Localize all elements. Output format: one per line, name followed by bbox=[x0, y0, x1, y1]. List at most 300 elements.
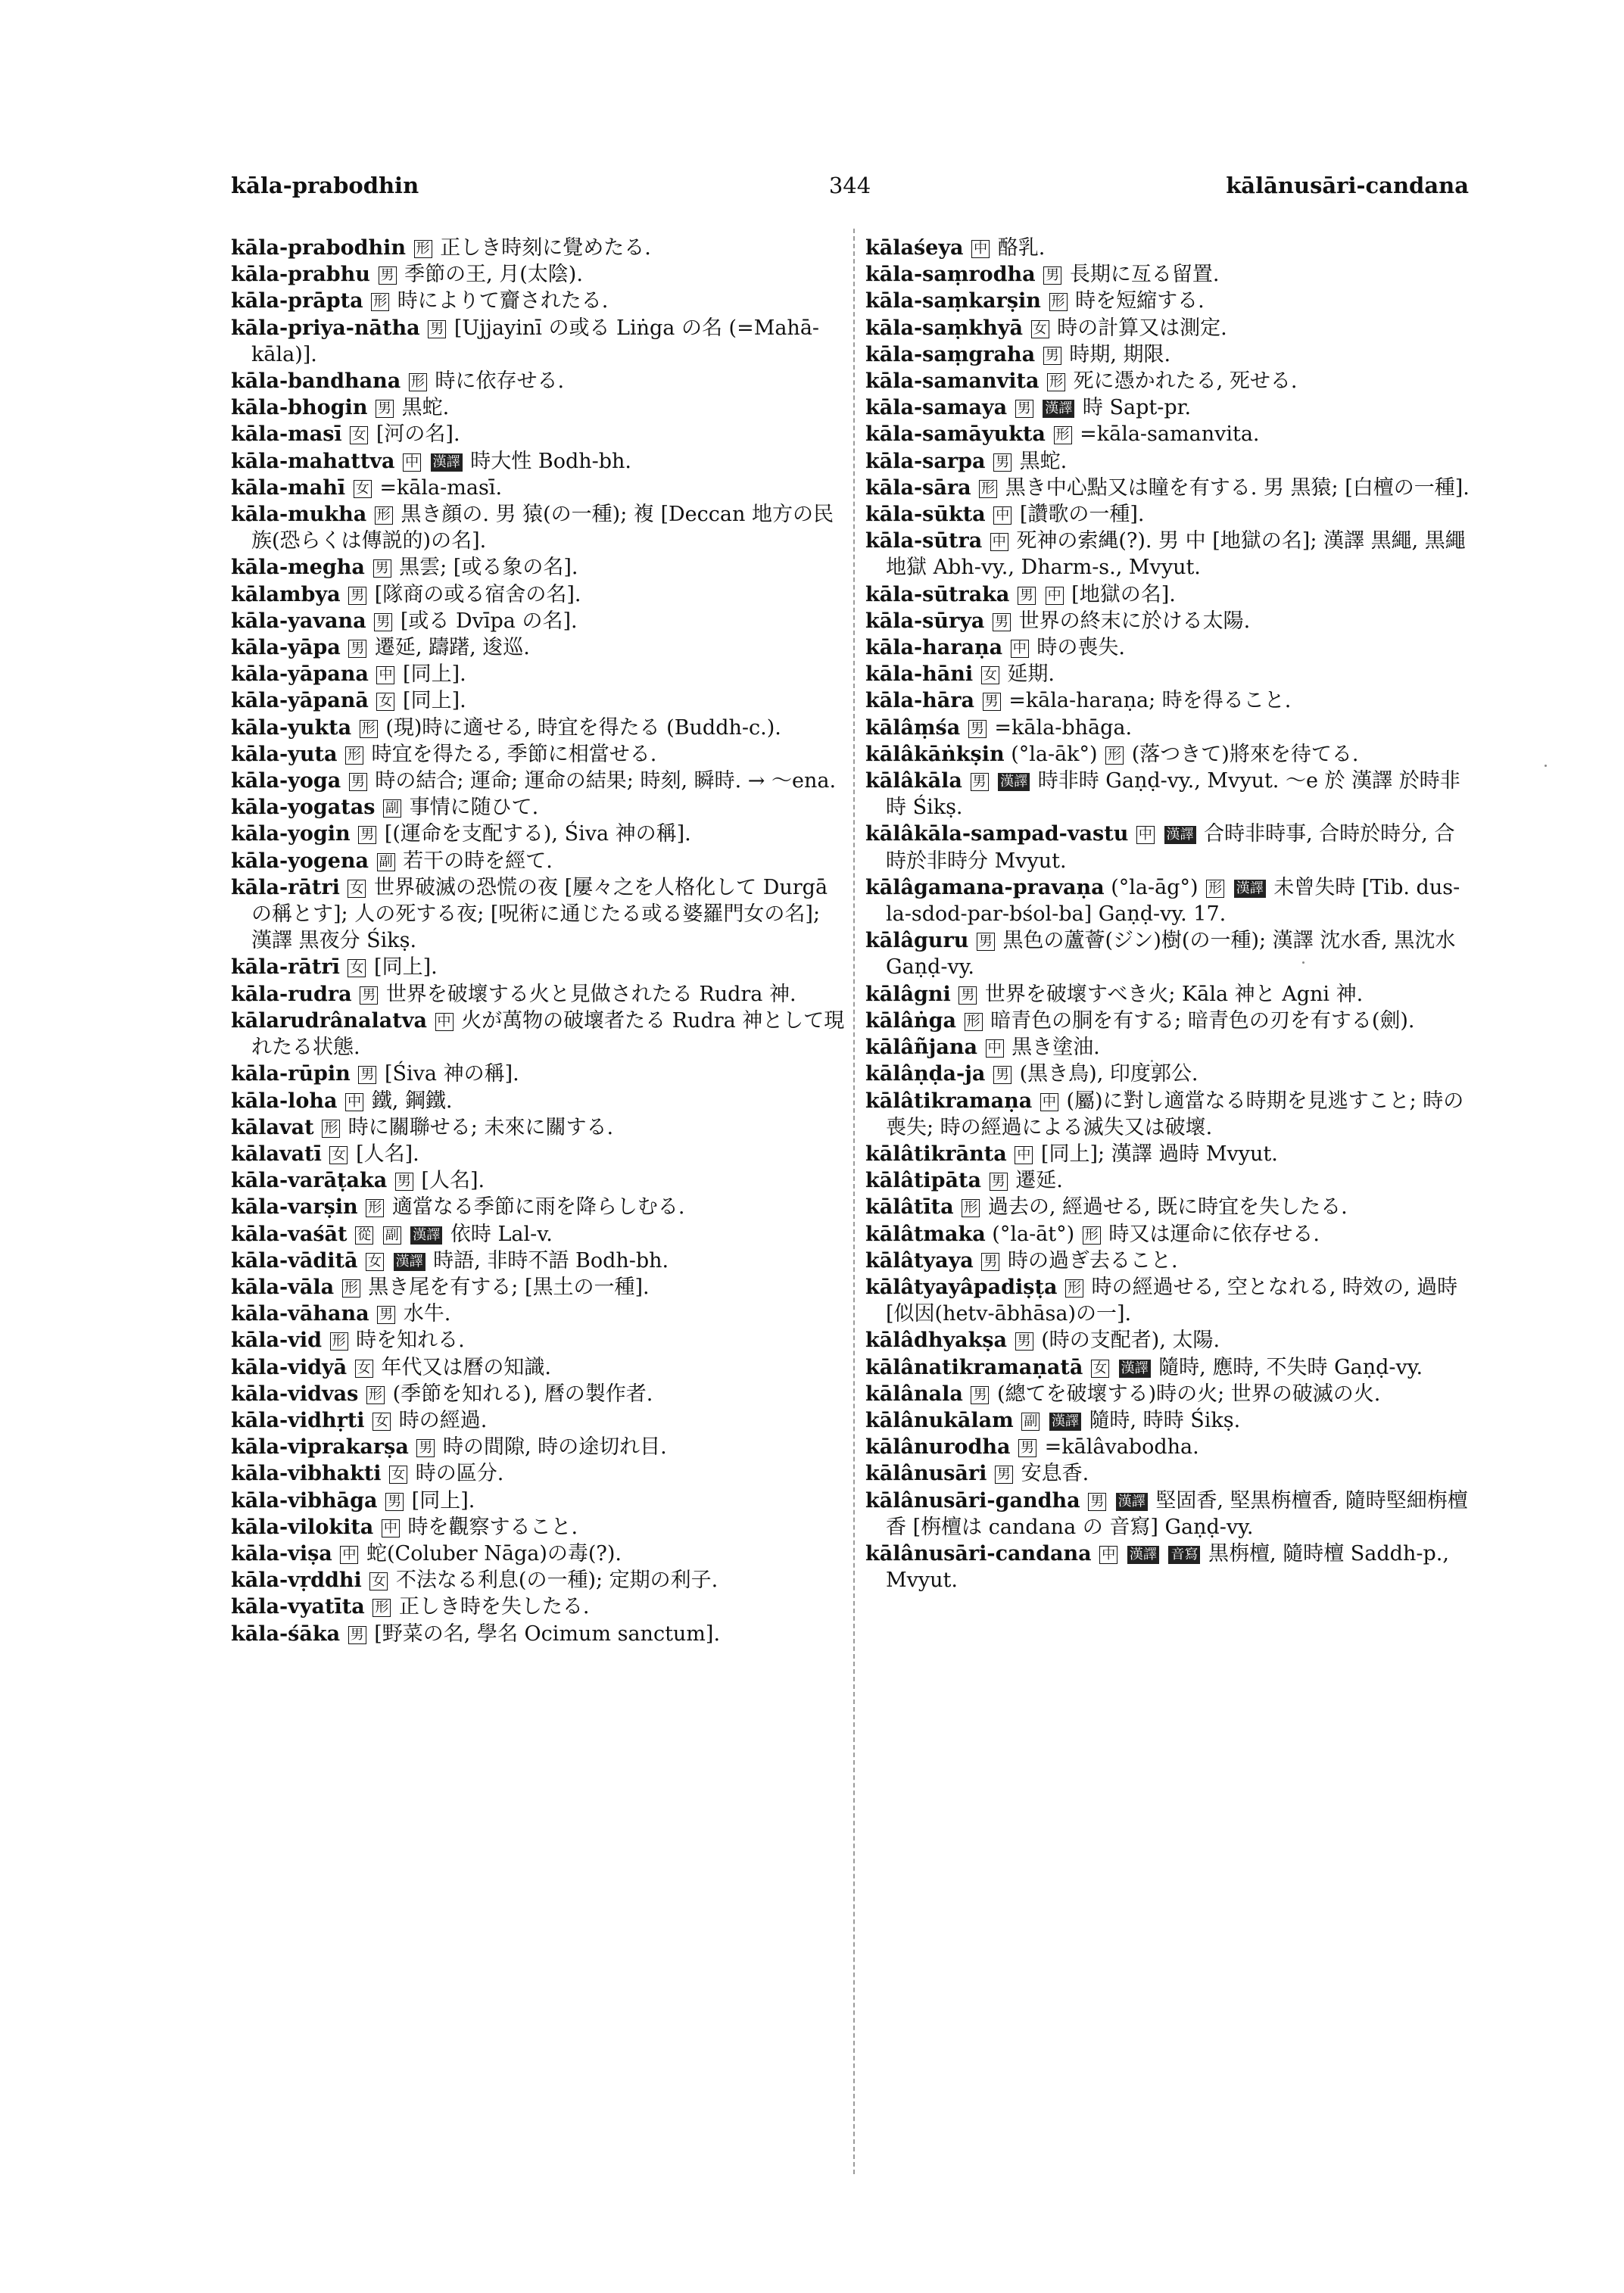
gloss: 死に憑かれたる, 死せる. bbox=[1073, 369, 1298, 394]
dictionary-entry bbox=[231, 1567, 846, 1594]
grammar-badge: 漢譯 bbox=[1049, 1413, 1081, 1431]
headword: kāla-mukha bbox=[231, 503, 367, 527]
grammar-badge: 男 bbox=[959, 986, 977, 1005]
grammar-badge: 男 bbox=[416, 1439, 435, 1457]
dictionary-entry bbox=[865, 261, 1471, 288]
headword: kālâguru bbox=[865, 929, 969, 953]
dictionary-entry bbox=[231, 1514, 846, 1541]
headword: kālâtikrānta bbox=[865, 1142, 1007, 1166]
gloss: =kāla-haraṇa; 時を得ること. bbox=[1008, 689, 1292, 713]
grammar-badge: 男 bbox=[348, 587, 366, 605]
headword: kāla-bandhana bbox=[231, 369, 401, 394]
dictionary-entry bbox=[231, 608, 846, 634]
grammar-badge: 男 bbox=[376, 400, 394, 418]
grammar-badge: 男 bbox=[1018, 587, 1036, 605]
gloss: 世界破滅の恐慌の夜 [屢々之を人格化して Durgā の稱とす]; 人の死する夜; [呪術に通じたる或る婆羅門女の名]; 漢譯 黒夜分 Śikṣ. bbox=[251, 875, 828, 953]
grammar-badge: 形 bbox=[322, 1120, 340, 1138]
headword: kāla-rudra bbox=[231, 982, 352, 1006]
dictionary-entry bbox=[231, 1194, 846, 1220]
gloss: [隊商の或る宿舍の名]. bbox=[374, 582, 581, 606]
gloss: 時の經過せる, 空となれる, 時效の, 過時[似因(hetv-ābhāsa)の一]. bbox=[886, 1275, 1458, 1326]
grammar-badge: 中 bbox=[1099, 1546, 1117, 1564]
gloss: [Śiva 神の稱]. bbox=[384, 1062, 519, 1086]
headword: kāla-samāyukta bbox=[865, 422, 1046, 447]
headword: kālâtmaka bbox=[865, 1222, 986, 1246]
gloss: 黒雲; [或る象の名]. bbox=[399, 556, 578, 580]
gloss: [或る Dvīpa の名]. bbox=[400, 609, 578, 633]
left-guide-word: kāla-prabodhin bbox=[231, 173, 419, 198]
grammar-badge: 形 bbox=[345, 746, 363, 765]
gloss: [同上]. bbox=[411, 1488, 475, 1513]
grammar-badge: 中 bbox=[990, 533, 1008, 551]
gloss: 世界を破壞すべき火; Kāla 神と Agni 神. bbox=[984, 982, 1364, 1006]
gloss: 時 Sapt-pr. bbox=[1082, 396, 1192, 420]
gloss: [地獄の名]. bbox=[1071, 582, 1176, 606]
gloss: 適當なる季節に雨を降らしむる. bbox=[391, 1195, 685, 1220]
dictionary-entry bbox=[231, 874, 846, 955]
grammar-badge: 形 bbox=[330, 1332, 348, 1351]
grammar-badge: 形 bbox=[342, 1279, 360, 1298]
gloss: 堅固香, 堅黒栴檀香, 隨時堅細栴檀香 [栴檀は candana の 音寫] Gaṇḍ-vy. bbox=[886, 1488, 1468, 1539]
left-column bbox=[231, 235, 846, 1647]
grammar-badge: 副 bbox=[383, 799, 401, 818]
gloss: 時非時 Gaṇḍ-vy., Mvyut. ～e 於 漢譯 於時非時 Śikṣ. bbox=[886, 769, 1460, 820]
grammar-badge: 漢譯 bbox=[1116, 1493, 1148, 1511]
dictionary-entry bbox=[865, 1141, 1471, 1167]
grammar-badge: 男 bbox=[1088, 1493, 1106, 1511]
dictionary-entry bbox=[231, 501, 846, 554]
dictionary-entry bbox=[865, 1541, 1471, 1594]
grammar-badge: 漢譯 bbox=[1043, 400, 1074, 418]
gloss: 死神の索縄(?). 男 中 [地獄の名]; 漢譯 黒繩, 黒繩地獄 Abh-vy., Dharm-s., Mvyut. bbox=[886, 529, 1466, 580]
right-guide-word: kālānusāri-candana bbox=[1226, 173, 1469, 198]
gloss: 時に依存せる. bbox=[435, 369, 565, 394]
dictionary-entry bbox=[865, 687, 1471, 714]
headword: kālaśeya bbox=[865, 236, 964, 260]
dictionary-entry bbox=[231, 1354, 846, 1381]
grammar-badge: 形 bbox=[979, 480, 997, 498]
grammar-badge: 男 bbox=[971, 773, 989, 791]
gloss: [人名]. bbox=[421, 1169, 485, 1193]
dictionary-entry bbox=[231, 554, 846, 581]
sandhi-note: (°la-āt°) bbox=[992, 1222, 1075, 1246]
grammar-badge: 女 bbox=[354, 480, 372, 498]
headword: kālâtipāta bbox=[865, 1169, 982, 1193]
dictionary-entry bbox=[865, 874, 1471, 927]
headword: kāla-vāditā bbox=[231, 1248, 358, 1273]
gloss: =kāla-masī. bbox=[379, 475, 503, 500]
gloss: 遷延. bbox=[1015, 1169, 1063, 1193]
dictionary-entry bbox=[231, 1114, 846, 1141]
headword: kāla-yāpana bbox=[231, 662, 369, 687]
dictionary-entry bbox=[231, 448, 846, 475]
gloss: 世界を破壞する火と見做されたる Rudra 神. bbox=[385, 982, 796, 1006]
dictionary-entry bbox=[865, 1248, 1471, 1274]
sandhi-note: (°la-āk°) bbox=[1011, 742, 1098, 766]
grammar-badge: 男 bbox=[1015, 400, 1033, 418]
gloss: [野菜の名, 學名 Ocimum sanctum]. bbox=[374, 1622, 721, 1646]
gloss: 時によりて齎されたる. bbox=[397, 289, 609, 313]
headword: kālânusāri-candana bbox=[865, 1541, 1092, 1566]
dictionary-entry bbox=[865, 394, 1471, 421]
grammar-badge: 男 bbox=[1015, 1332, 1033, 1351]
grammar-badge: 中 bbox=[1136, 826, 1155, 844]
dictionary-entry bbox=[865, 608, 1471, 634]
dictionary-entry bbox=[231, 1141, 846, 1167]
headword: kālâkāla bbox=[865, 769, 962, 793]
dictionary-entry bbox=[231, 1434, 846, 1460]
gloss: 火が萬物の破壞者たる Rudra 神として現れたる状態. bbox=[251, 1008, 845, 1060]
grammar-badge: 形 bbox=[372, 1599, 391, 1617]
dictionary-entry bbox=[865, 235, 1471, 261]
gloss: [同上]. bbox=[374, 955, 438, 980]
grammar-badge: 女 bbox=[389, 1466, 407, 1484]
gloss: (屬)に對し適當なる時期を見逃すこと; 時の喪失; 時の經過による滅失又は破壞. bbox=[886, 1089, 1464, 1139]
grammar-badge: 漢譯 bbox=[998, 773, 1030, 791]
grammar-badge: 漢譯 bbox=[394, 1253, 425, 1271]
grammar-badge: 男 bbox=[377, 1306, 395, 1324]
grammar-badge: 形 bbox=[1105, 746, 1124, 765]
dictionary-entry bbox=[231, 235, 846, 261]
gloss: [同上]. bbox=[403, 662, 466, 687]
headword: kālâkāla-sampad-vastu bbox=[865, 822, 1129, 846]
headword: kāla-prabhu bbox=[231, 263, 370, 287]
grammar-badge: 形 bbox=[1065, 1279, 1083, 1298]
grammar-badge: 中 bbox=[971, 240, 990, 258]
dictionary-entry bbox=[865, 1354, 1471, 1381]
headword: kālânusāri-gandha bbox=[865, 1488, 1080, 1513]
grammar-badge: 中 bbox=[1040, 1093, 1058, 1111]
grammar-badge: 形 bbox=[1047, 373, 1065, 391]
dictionary-entry bbox=[231, 634, 846, 661]
grammar-badge: 男 bbox=[1043, 347, 1061, 365]
headword: kālarudrânalatva bbox=[231, 1008, 427, 1033]
dictionary-entry bbox=[231, 1594, 846, 1620]
headword: kāla-haraṇa bbox=[865, 636, 1003, 660]
headword: kālâtyayâpadiṣṭa bbox=[865, 1275, 1058, 1299]
dictionary-entry bbox=[865, 1167, 1471, 1194]
headword: kāla-vidvas bbox=[231, 1382, 359, 1406]
gloss: 長期に亙る留置. bbox=[1069, 263, 1220, 287]
grammar-badge: 形 bbox=[366, 1199, 384, 1217]
grammar-badge: 女 bbox=[372, 1413, 391, 1431]
dictionary-entry bbox=[865, 581, 1471, 608]
running-head bbox=[231, 173, 1469, 203]
gloss: 過去の, 經過せる, 既に時宜を失したる. bbox=[987, 1195, 1348, 1220]
dictionary-entry bbox=[231, 1327, 846, 1354]
gloss: 不法なる利息(の一種); 定期の利子. bbox=[395, 1569, 718, 1593]
dictionary-entry bbox=[231, 1248, 846, 1274]
gloss: 黒き塗油. bbox=[1011, 1036, 1100, 1060]
gloss: 暗青色の胴を有する; 暗青色の刃を有する(劍). bbox=[990, 1008, 1415, 1033]
grammar-badge: 男 bbox=[1043, 266, 1061, 285]
dictionary-entry bbox=[865, 475, 1471, 501]
headword: kāla-rātrī bbox=[231, 955, 340, 980]
gloss: (時の支配者), 太陽. bbox=[1041, 1329, 1220, 1353]
dictionary-entry bbox=[231, 288, 846, 314]
gloss: [人名]. bbox=[356, 1142, 419, 1166]
gloss: 事情に随ひて. bbox=[409, 796, 539, 820]
grammar-badge: 女 bbox=[369, 1572, 388, 1590]
scan-speck bbox=[1302, 961, 1304, 964]
grammar-badge: 形 bbox=[375, 506, 393, 525]
grammar-badge: 形 bbox=[366, 1386, 385, 1404]
dictionary-entry bbox=[231, 1407, 846, 1434]
gloss: 正しき時を失したる. bbox=[398, 1595, 590, 1619]
headword: kāla-viprakarṣa bbox=[231, 1435, 409, 1460]
dictionary-entry bbox=[865, 1274, 1471, 1327]
dictionary-entry bbox=[231, 741, 846, 768]
grammar-badge: 漢譯 bbox=[1164, 826, 1196, 844]
gloss: 時の經過. bbox=[398, 1408, 488, 1432]
gloss: 黒き顔の. 男 猿(の一種); 複 [Deccan 地方の民族(恐らくは傳説的)の名]. bbox=[251, 503, 834, 553]
gloss: 世界の終末に於ける太陽. bbox=[1018, 609, 1251, 633]
gloss: (落つきて)將來を待てる. bbox=[1131, 742, 1359, 766]
grammar-badge: 漢譯 bbox=[431, 453, 463, 472]
grammar-badge: 中 bbox=[340, 1546, 358, 1564]
headword: kāla-vibhāga bbox=[231, 1488, 378, 1513]
gloss: [同上]; 漢譯 過時 Mvyut. bbox=[1040, 1142, 1278, 1166]
grammar-badge: 形 bbox=[414, 240, 432, 258]
grammar-badge: 男 bbox=[373, 559, 391, 578]
grammar-badge: 中 bbox=[986, 1039, 1004, 1058]
dictionary-entry bbox=[231, 368, 846, 394]
grammar-badge: 中 bbox=[435, 1013, 454, 1031]
dictionary-entry bbox=[865, 634, 1471, 661]
gloss: 黒蛇. bbox=[401, 396, 450, 420]
gloss: 時を觀察すること. bbox=[407, 1515, 578, 1539]
grammar-badge: 形 bbox=[962, 1199, 980, 1217]
dictionary-entry bbox=[231, 1301, 846, 1327]
gloss: 黒蛇. bbox=[1019, 449, 1068, 473]
dictionary-entry bbox=[231, 848, 846, 874]
grammar-badge: 女 bbox=[350, 426, 368, 444]
grammar-badge: 副 bbox=[1021, 1413, 1040, 1431]
grammar-badge: 男 bbox=[360, 986, 378, 1005]
grammar-badge: 形 bbox=[360, 720, 378, 738]
headword: kāla-megha bbox=[231, 556, 365, 580]
grammar-badge: 中 bbox=[1046, 587, 1064, 605]
headword: kāla-vāla bbox=[231, 1275, 335, 1299]
grammar-badge: 形 bbox=[1054, 426, 1072, 444]
gloss: [(運命を支配する), Śiva 神の稱]. bbox=[384, 822, 691, 846]
grammar-badge: 男 bbox=[428, 320, 446, 338]
gloss: 遷延, 躊躇, 逡巡. bbox=[374, 636, 530, 660]
gloss: 時宜を得たる, 季節に相當せる. bbox=[371, 742, 657, 766]
headword: kāla-samanvita bbox=[865, 369, 1040, 394]
headword: kālâṇḍa-ja bbox=[865, 1062, 986, 1086]
grammar-badge: 形 bbox=[1049, 293, 1068, 311]
headword: kāla-yogena bbox=[231, 849, 369, 873]
gloss: 時期, 期限. bbox=[1069, 342, 1171, 366]
grammar-badge: 女 bbox=[1031, 320, 1049, 338]
dictionary-entry bbox=[231, 1541, 846, 1567]
headword: kālâgamana-pravaṇa bbox=[865, 875, 1105, 899]
grammar-badge: 男 bbox=[358, 1066, 376, 1084]
grammar-badge: 中 bbox=[382, 1519, 400, 1537]
scan-speck bbox=[1151, 1060, 1153, 1062]
dictionary-entry bbox=[865, 661, 1471, 687]
headword: kālâṃśa bbox=[865, 715, 961, 740]
headword: kālâtīta bbox=[865, 1195, 954, 1220]
gloss: 水牛. bbox=[403, 1302, 451, 1326]
headword: kālânala bbox=[865, 1382, 963, 1406]
grammar-badge: 形 bbox=[1083, 1226, 1101, 1245]
gloss: (黒き鳥), 印度郭公. bbox=[1019, 1062, 1199, 1086]
gloss: =kāla-bhāga. bbox=[994, 715, 1133, 740]
gloss: 時に關聯せる; 未來に關する. bbox=[348, 1115, 614, 1139]
dictionary-entry bbox=[865, 368, 1471, 394]
headword: kāla-yuta bbox=[231, 742, 338, 766]
gloss: 年代又は曆の知識. bbox=[381, 1355, 551, 1379]
grammar-badge: 男 bbox=[349, 773, 367, 791]
dictionary-entry bbox=[865, 315, 1471, 341]
headword: kāla-vyatīta bbox=[231, 1595, 365, 1619]
grammar-badge: 形 bbox=[1206, 880, 1224, 898]
dictionary-entry bbox=[865, 448, 1471, 475]
headword: kāla-vṛddhi bbox=[231, 1569, 362, 1593]
gloss: =kāla-samanvita. bbox=[1080, 422, 1260, 447]
dictionary-entry bbox=[231, 1061, 846, 1087]
gloss: 正しき時刻に覺めたる. bbox=[440, 236, 651, 260]
gloss: 黒き尾を有する; [黒土の一種]. bbox=[368, 1275, 650, 1299]
headword: kāla-loha bbox=[231, 1089, 338, 1113]
grammar-badge: 女 bbox=[329, 1146, 348, 1164]
headword: kāla-prabodhin bbox=[231, 236, 407, 260]
headword: kāla-vāhana bbox=[231, 1302, 369, 1326]
dictionary-entry bbox=[231, 1621, 846, 1647]
grammar-badge: 男 bbox=[1018, 1439, 1036, 1457]
headword: kāla-saṃrodha bbox=[865, 263, 1036, 287]
headword: kāla-mahī bbox=[231, 475, 346, 500]
dictionary-entry bbox=[231, 315, 846, 368]
grammar-badge: 男 bbox=[358, 826, 376, 844]
scan-speck bbox=[1545, 765, 1547, 767]
grammar-badge: 男 bbox=[983, 693, 1001, 711]
dictionary-entry bbox=[231, 394, 846, 421]
gloss: 鐵, 鋼鐵. bbox=[371, 1089, 453, 1113]
grammar-badge: 男 bbox=[971, 1386, 989, 1404]
gloss: 隨時, 時時 Śikṣ. bbox=[1089, 1408, 1241, 1432]
headword: kāla-saṃkarṣin bbox=[865, 289, 1041, 313]
headword: kāla-sāra bbox=[865, 475, 971, 500]
headword: kāla-vid bbox=[231, 1329, 322, 1353]
dictionary-entry bbox=[865, 1008, 1471, 1034]
headword: kālâdhyakṣa bbox=[865, 1329, 1008, 1353]
dictionary-entry bbox=[231, 821, 846, 847]
gloss: 時大性 Bodh-bh. bbox=[470, 449, 631, 473]
dictionary-entry bbox=[231, 981, 846, 1008]
dictionary-entry bbox=[231, 1274, 846, 1301]
headword: kālâkāṅkṣin bbox=[865, 742, 1005, 766]
headword: kāla-sūrya bbox=[865, 609, 985, 633]
gloss: 時を知れる. bbox=[356, 1329, 465, 1353]
grammar-badge: 女 bbox=[355, 1360, 373, 1378]
grammar-badge: 中 bbox=[345, 1093, 363, 1111]
gloss: 黒色の蘆薈(ジン)樹(の一種); 漢譯 沈水香, 黒沈水 Gaṇḍ-vy. bbox=[886, 929, 1456, 980]
gloss: 時の過ぎ去ること. bbox=[1007, 1248, 1178, 1273]
gloss: 隨時, 應時, 不失時 Gaṇḍ-vy. bbox=[1158, 1355, 1423, 1379]
headword: kāla-priya-nātha bbox=[231, 316, 420, 340]
gloss: (總てを破壞する)時の火; 世界の破滅の火. bbox=[997, 1382, 1381, 1406]
gloss: 時を短縮する. bbox=[1075, 289, 1205, 313]
gloss: 若干の時を經て. bbox=[403, 849, 553, 873]
headword: kālâṅga bbox=[865, 1008, 956, 1033]
gloss: 季節の王, 月(太陰). bbox=[404, 263, 583, 287]
grammar-badge: 中 bbox=[376, 666, 394, 684]
headword: kāla-vilokita bbox=[231, 1515, 374, 1539]
dictionary-entry bbox=[231, 794, 846, 821]
grammar-badge: 形 bbox=[965, 1013, 983, 1031]
headword: kāla-vibhakti bbox=[231, 1462, 382, 1486]
headword: kāla-varāṭaka bbox=[231, 1169, 388, 1193]
dictionary-entry bbox=[865, 1221, 1471, 1248]
dictionary-entry bbox=[865, 1434, 1471, 1460]
gloss: 時又は運命に依存せる. bbox=[1108, 1222, 1320, 1246]
headword: kāla-śāka bbox=[231, 1622, 341, 1646]
headword: kāla-prāpta bbox=[231, 289, 363, 313]
gloss: 時の間隙, 時の途切れ目. bbox=[443, 1435, 667, 1460]
dictionary-entry bbox=[865, 1327, 1471, 1354]
headword: kāla-rātri bbox=[231, 875, 340, 899]
gloss: [河の名]. bbox=[376, 422, 460, 447]
grammar-badge: 女 bbox=[366, 1253, 384, 1271]
grammar-badge: 漢譯 bbox=[1119, 1360, 1151, 1378]
grammar-badge: 中 bbox=[1011, 640, 1029, 658]
grammar-badge: 中 bbox=[403, 453, 421, 472]
headword: kāla-hāra bbox=[865, 689, 975, 713]
dictionary-entry bbox=[865, 1034, 1471, 1061]
grammar-badge: 男 bbox=[981, 1253, 999, 1271]
headword: kāla-yāpa bbox=[231, 636, 341, 660]
gloss: (季節を知れる), 曆の製作者. bbox=[392, 1382, 653, 1406]
headword: kāla-vidyā bbox=[231, 1355, 348, 1379]
dictionary-entry bbox=[231, 768, 846, 794]
gloss: 合時非時事, 合時於時分, 合時於非時分 Mvyut. bbox=[886, 822, 1455, 873]
headword: kāla-sūtra bbox=[865, 529, 983, 553]
headword: kālânatikramaṇatā bbox=[865, 1355, 1083, 1379]
headword: kāla-yāpanā bbox=[231, 689, 369, 713]
grammar-badge: 男 bbox=[990, 1173, 1008, 1191]
dictionary-entry bbox=[865, 1381, 1471, 1407]
dictionary-entry bbox=[865, 1088, 1471, 1141]
dictionary-entry bbox=[865, 1488, 1471, 1541]
grammar-badge: 副 bbox=[377, 853, 395, 871]
grammar-badge: 男 bbox=[993, 1066, 1011, 1084]
grammar-badge: 男 bbox=[348, 640, 366, 658]
dictionary-entry bbox=[865, 528, 1471, 581]
dictionary-entry bbox=[231, 1221, 846, 1248]
gloss: 時の計算又は測定. bbox=[1057, 316, 1227, 340]
gloss: 時語, 非時不語 Bodh-bh. bbox=[433, 1248, 669, 1273]
headword: kālâñjana bbox=[865, 1036, 977, 1060]
gloss: 酪乳. bbox=[997, 236, 1046, 260]
gloss: (現)時に適せる, 時宜を得たる (Buddh-c.). bbox=[385, 715, 781, 740]
headword: kāla-yoga bbox=[231, 769, 341, 793]
grammar-badge: 女 bbox=[1091, 1360, 1109, 1378]
gloss: 依時 Lal-v. bbox=[450, 1222, 553, 1246]
dictionary-entry bbox=[865, 715, 1471, 741]
dictionary-entry bbox=[865, 1194, 1471, 1220]
headword: kāla-samaya bbox=[865, 396, 1008, 420]
dictionary-entry bbox=[865, 1460, 1471, 1487]
grammar-badge: 男 bbox=[977, 933, 995, 951]
headword: kāla-bhogin bbox=[231, 396, 368, 420]
grammar-badge: 男 bbox=[385, 1493, 404, 1511]
gloss: 時の結合; 運命; 運命の結果; 時刻, 瞬時. → ～ena. bbox=[375, 769, 837, 793]
grammar-badge: 男 bbox=[379, 266, 397, 285]
headword: kālâtikramaṇa bbox=[865, 1089, 1033, 1113]
